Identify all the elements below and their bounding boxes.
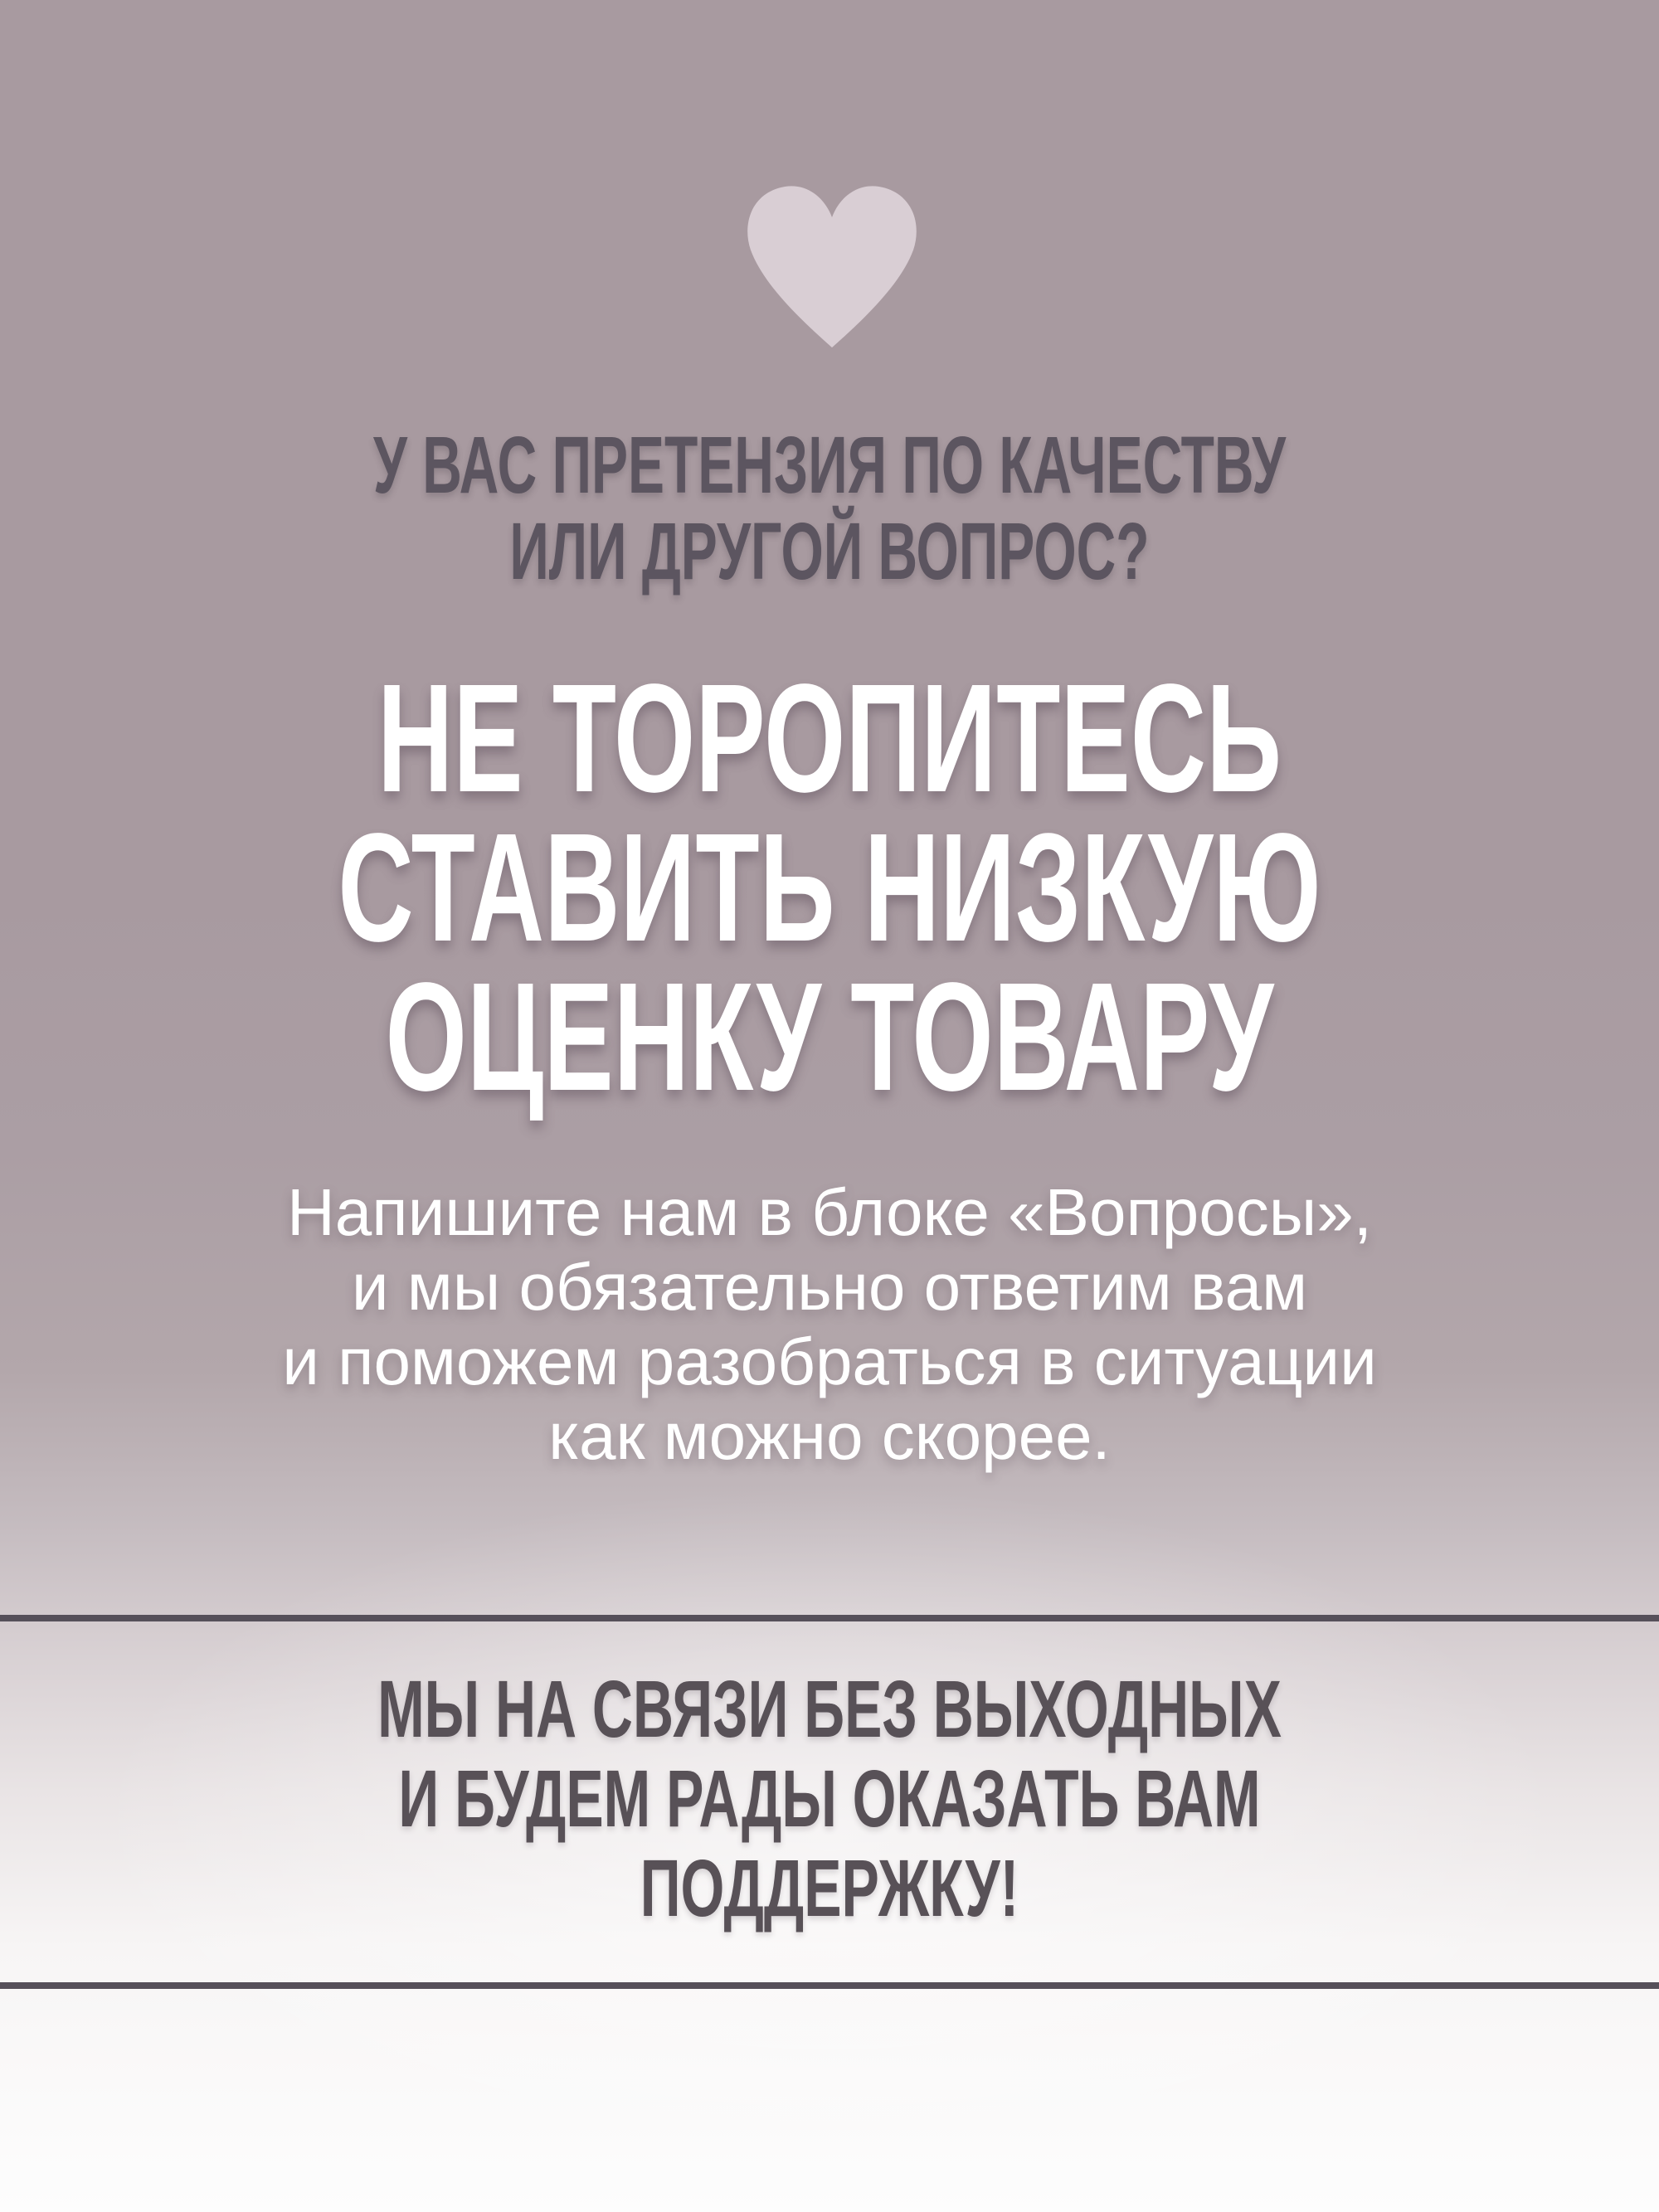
main-heading-line-1: НЕ ТОРОПИТЕСЬ xyxy=(377,653,1282,824)
footer-heading xyxy=(0,1665,1659,1933)
heart-shape xyxy=(747,186,917,348)
intro-heading-line-2: ИЛИ ДРУГОЙ ВОПРОС? xyxy=(509,506,1150,596)
footer-heading-line-1: МЫ НА СВЯЗИ БЕЗ ВЫХОДНЫХ xyxy=(377,1664,1282,1754)
support-message xyxy=(0,1175,1659,1474)
support-message-line-3: и поможем разобраться в ситуации xyxy=(282,1325,1377,1398)
main-heading-line-3: ОЦЕНКУ ТОВАРУ xyxy=(385,951,1274,1123)
intro-heading-line-1: У ВАС ПРЕТЕНЗИЯ ПО КАЧЕСТВУ xyxy=(372,420,1287,510)
support-message-line-2: и мы обязательно ответим вам xyxy=(351,1250,1308,1324)
intro-heading xyxy=(0,422,1659,595)
main-heading xyxy=(0,653,1659,1123)
footer-heading-line-3: ПОДДЕРЖКУ! xyxy=(640,1843,1019,1933)
main-heading-line-2: СТАВИТЬ НИЗКУЮ xyxy=(338,802,1321,974)
divider-top xyxy=(0,1615,1659,1621)
support-message-line-4: как можно скорее. xyxy=(548,1399,1111,1473)
divider-bottom xyxy=(0,1982,1659,1989)
support-message-line-1: Напишите нам в блоке «Вопросы», xyxy=(286,1175,1372,1249)
footer-heading-line-2: И БУДЕМ РАДЫ ОКАЗАТЬ ВАМ xyxy=(398,1753,1261,1844)
heart-icon xyxy=(742,181,922,353)
